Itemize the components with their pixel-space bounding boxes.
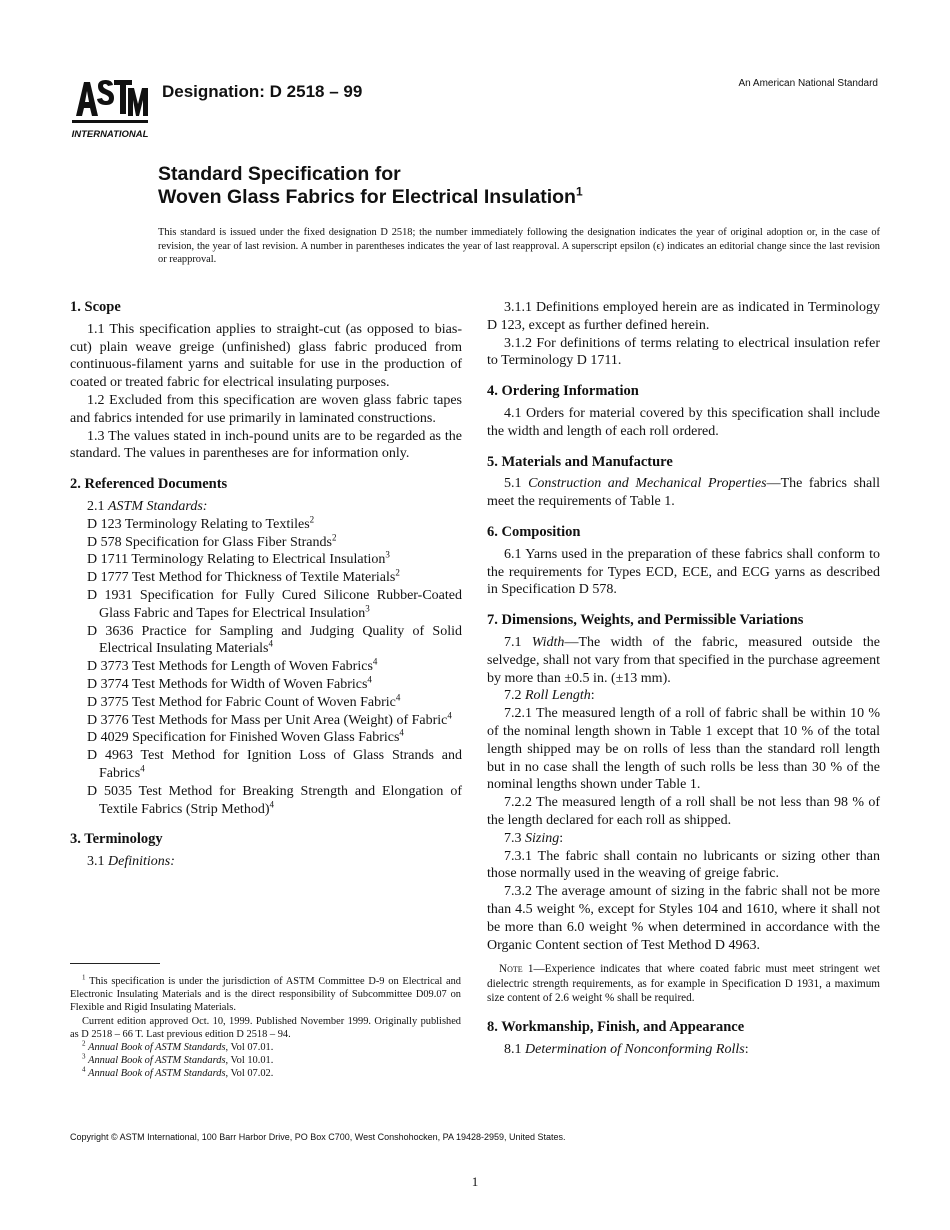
paragraph-2-1-label: ASTM Standards: [108,498,208,514]
list-item [70,747,462,783]
astm-logo-icon [68,74,152,140]
list-item-text: D 578 Specification for Glass Fiber Strands [87,534,332,550]
referenced-documents-list [70,516,462,819]
footnote-mark: 4 [372,656,378,667]
footnote-mark: 1 [82,973,86,982]
paragraph-8-1 [487,1041,880,1059]
list-item [70,531,462,552]
list-item [70,569,462,587]
footnote-text: This specification is under the jurisdiction of ASTM Committee D-9 on Electrical and Electronic Insulating Materials and is the direct responsibility of Subcommittee D09.07 on Flexible and Rigid Insulating Materials. [70,976,461,1014]
list-item [70,676,462,694]
section-heading-referenced-documents: 2. Referenced Documents [70,476,228,493]
footnote-mark: 3 [82,1052,86,1061]
section-heading-composition: 6. Composition [487,523,581,540]
national-standard-label: An American National Standard [738,78,878,89]
list-item-text: D 3636 Practice for Sampling and Judging Quality of Solid Electrical Insulating Materials [87,623,462,657]
note-text: —Experience indicates that where coated fabric must meet stringent wet dielectric strength requirements, as for example in Specification D 1931, a maximum size content of 2.6 weight % shall be required. [487,963,880,1005]
paragraph-number: 7.3 [504,830,522,846]
copyright-notice: Copyright © ASTM International, 100 Barr Harbor Drive, PO Box C700, West Conshohocken, PA 19428-2959, United States. [70,1132,566,1142]
footnote-mark: 4 [395,692,401,703]
title-line-2 [158,186,878,209]
footnote-3 [70,1054,461,1067]
note-label: Note 1 [499,963,534,976]
paragraph-text: —The width of the fabric, measured outside the selvedge, shall not vary from that specified in the purchase agreement by more than ±0.5 in. (±13 mm). [487,634,881,686]
right-column [487,299,880,1058]
paragraph-7-1 [487,634,880,687]
footnote-mark: 4 [367,674,372,685]
list-item [70,694,462,712]
footnote-mark: 4 [140,763,145,774]
list-item [70,623,462,659]
paragraph-7-2-2: 7.2.2 The measured length of a roll shall be not less than 98 % of the length declared for each roll as shipped. [487,795,880,828]
astm-logo [68,74,152,140]
paragraph-1-1: 1.1 This specification applies to straight-cut (as opposed to bias-cut) plain weave greige (unfinished) glass fabric produced from continuous-filament yarns and suitable for use in the production of coated or treated fabric for electrical insulating purposes. [70,321,462,391]
section-heading-ordering-information: 4. Ordering Information [487,383,639,400]
footnote-divider [70,963,160,964]
page-number: 1 [471,1174,479,1189]
list-item-text: D 5035 Test Method for Breaking Strength and Elongation of Textile Fabrics (Strip Method) [87,783,462,817]
paragraph-number: 5.1 [504,476,522,492]
list-item [70,587,462,623]
paragraph-2-1 [87,498,462,516]
list-item-text: D 3776 Test Methods for Mass per Unit Area (Weight) of Fabric [87,712,448,728]
list-item-text: D 3773 Test Methods for Length of Woven Fabrics [87,659,373,675]
section-heading-workmanship: 8. Workmanship, Finish, and Appearance [487,1018,745,1035]
footnote-mark: 2 [82,1039,86,1048]
designation: Designation: D 2518 – 99 [162,82,363,101]
footnote-mark: 3 [365,603,370,614]
footnote-mark: 4 [269,798,274,809]
list-item-text: D 1931 Specification for Fully Cured Silicone Rubber-Coated Glass Fabric and Tapes for Electrical Insulation [87,587,462,621]
paragraph-7-3 [487,830,880,848]
paragraph-3-1-1: 3.1.1 Definitions employed herein are as indicated in Terminology D 123, except as further defined herein. [487,300,880,333]
logo-text: INTERNATIONAL [71,129,149,140]
list-item [70,658,462,676]
footnote-mark: 4 [399,727,404,738]
paragraph-number: 8.1 [504,1041,522,1057]
footnote-text: Current edition approved Oct. 10, 1999. Published November 1999. Originally published as D 2518 – 66 T. Last previous edition D 2518 – 94. [70,1015,461,1040]
paragraph-italic: Roll Length [525,688,591,704]
paragraph-number: 7.2 [504,688,522,704]
footnote-text: , Vol 07.01. [225,1042,274,1054]
paragraph-5-1 [487,475,880,511]
section-heading-scope: 1. Scope [70,299,121,315]
footnote-mark: 2 [395,567,400,578]
list-item-text: D 4029 Specification for Finished Woven Glass Fabrics [87,730,400,746]
issuance-notice: This standard is issued under the fixed designation D 2518; the number immediately following the designation indicates the year of original adoption or, in the case of revision, the year of last revision. A number in parentheses indicates the year of last reapproval. A superscript epsilon (ϵ) indicates an editorial change since the last revision or reapproval. [158,227,880,266]
list-item [70,729,462,747]
footnote-mark: 4 [82,1065,86,1074]
footnote-italic: Annual Book of ASTM Standards [88,1042,226,1054]
list-item [70,551,462,569]
list-item-text: D 1777 Test Method for Thickness of Textile Materials [87,570,396,586]
footnote-italic: Annual Book of ASTM Standards [88,1055,226,1067]
paragraph-text: : [590,688,595,704]
paragraph-italic: Determination of Nonconforming Rolls [525,1041,745,1057]
paragraph-text: : [744,1041,749,1057]
paragraph-6-1: 6.1 Yarns used in the preparation of these fabrics shall conform to the requirements for Types ECD, ECE, and ECG yarns as described in Specification D 578. [487,546,880,598]
list-item [70,516,462,534]
footnote-mark: 2 [309,514,315,525]
paragraph-italic: Sizing [525,830,560,846]
footnote-italic: Annual Book of ASTM Standards [88,1068,226,1080]
document-title [158,163,878,209]
footnote-1-continued [70,1015,461,1041]
footnote-mark: 4 [447,709,452,720]
list-item [70,709,462,730]
section-heading-terminology: 3. Terminology [70,831,163,848]
left-column [70,299,462,871]
footnote-text: , Vol 07.02. [225,1068,274,1080]
footnote-2 [70,1041,461,1054]
paragraph-7-2-1: 7.2.1 The measured length of a roll of fabric shall be within 10 % of the nominal length shown in Table 1 except that 10 % of the total length shipped may be on rolls of less than the standard roll length but in no case shall the length of such rolls be less than 30 % of the nominal lengths shown under Table 1. [487,706,880,793]
paragraph-text: : [559,830,564,846]
paragraph-text: —The fabrics shall meet the requirements of Table 1. [487,476,881,510]
paragraph-7-3-1: 7.3.1 The fabric shall contain no lubricants or sizing other than those normally used in the weaving of greige fabric. [487,848,880,882]
paragraph-3-1 [87,853,462,871]
footnote-1 [70,975,461,1015]
paragraph-3-1-number: 3.1 [87,854,105,870]
footnote-4 [70,1067,461,1080]
paragraph-1-3: 1.3 The values stated in inch-pound units are to be regarded as the standard. The values in parentheses are for information only. [70,428,462,462]
paragraph-number: 7.1 [504,634,522,650]
section-heading-materials: 5. Materials and Manufacture [487,453,673,470]
footnote-text: , Vol 10.01. [225,1055,274,1067]
title-line-2-text: Woven Glass Fabrics for Electrical Insulation [158,186,576,208]
paragraph-italic: Width [531,634,565,650]
paragraph-4-1: 4.1 Orders for material covered by this specification shall include the width and length of each roll ordered. [487,405,880,439]
paragraph-2-1-number: 2.1 [87,498,105,514]
list-item-text: D 1711 Terminology Relating to Electrical Insulation [87,552,386,568]
paragraph-1-2: 1.2 Excluded from this specification are woven glass fabric tapes and fabrics intended for use primarily in laminated constructions. [70,392,462,426]
paragraph-7-2 [487,687,880,705]
note-1 [487,962,880,1006]
paragraph-3-1-label: Definitions: [108,854,175,870]
footnote-mark: 3 [385,549,390,560]
list-item-text: D 4963 Test Method for Ignition Loss of Glass Strands and Fabrics [87,748,462,781]
paragraph-7-3-2: 7.3.2 The average amount of sizing in the fabric shall not be more than 4.5 weight %, except for Styles 104 and 1610, where it shall not be more than 6.0 weight % when determined in accordance with the Organic Content section of Test Method D 4963. [487,884,880,953]
list-item-text: D 123 Terminology Relating to Textiles [87,516,310,532]
title-footnote-mark: 1 [575,184,583,199]
section-heading-dimensions: 7. Dimensions, Weights, and Permissible Variations [487,612,804,629]
paragraph-italic: Construction and Mechanical Properties [528,476,767,492]
list-item [70,783,462,819]
paragraph-3-1-2: 3.1.2 For definitions of terms relating to electrical insulation refer to Terminology D 1711. [487,335,880,369]
footnote-mark: 2 [331,531,337,542]
list-item-text: D 3775 Test Method for Fabric Count of Woven Fabric [87,694,396,710]
footnote-mark: 4 [268,638,273,649]
title-line-1: Standard Specification for [158,163,401,185]
footnotes [70,975,461,1081]
list-item-text: D 3774 Test Methods for Width of Woven Fabrics [87,676,368,692]
